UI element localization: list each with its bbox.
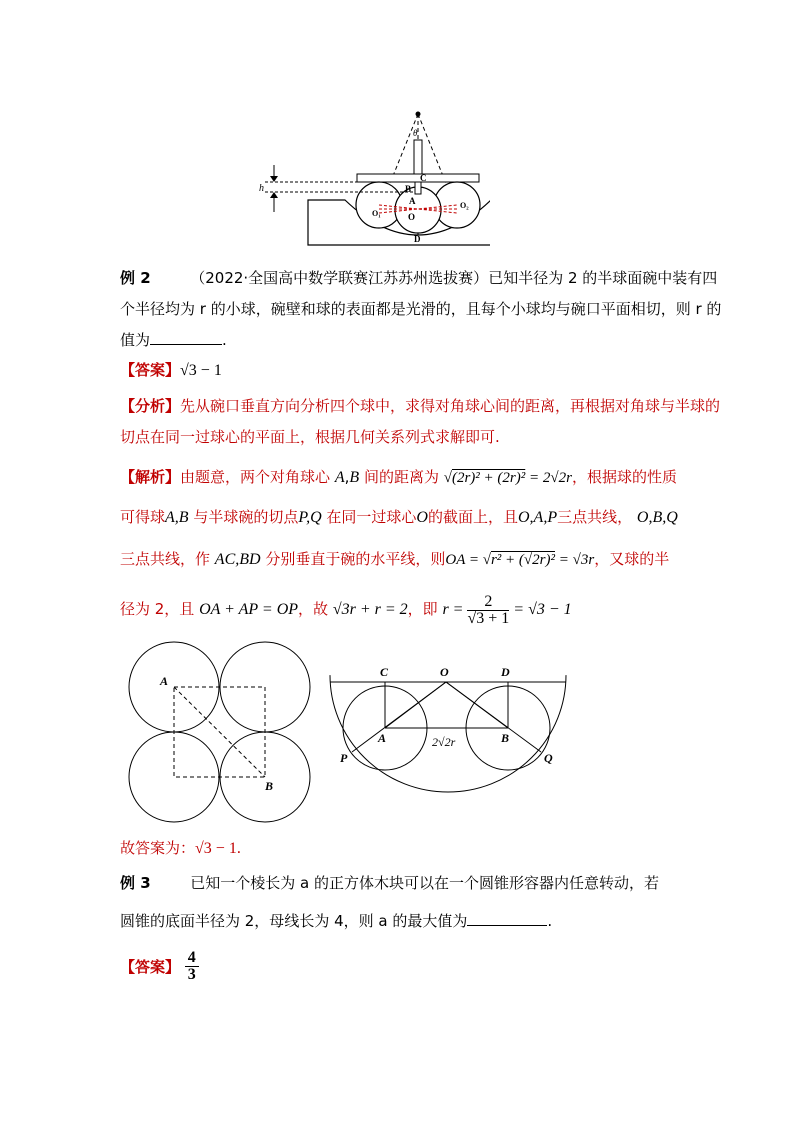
example3-line1: 例 3 已知一个棱长为 a 的正方体木块可以在一个圆锥形容器内任意转动，若 bbox=[120, 874, 659, 892]
answer2-value: √3 − 1 bbox=[180, 362, 222, 379]
label-O1: O₁ bbox=[372, 209, 381, 218]
example3-label: 例 3 bbox=[120, 874, 151, 892]
label-A: A bbox=[409, 196, 416, 206]
label-theta: θ bbox=[413, 128, 418, 138]
dashed-diagonal bbox=[174, 687, 265, 777]
solution2-line4: 径为 2，且 OA + AP = OP，故 √3r + r = 2，即 r = $\frac{2}{√3 + 1}$ = √3 − 1 bbox=[120, 592, 572, 627]
solution2-line1: 【解析】由题意，两个对角球心 A,B 间的距离为 √(2r)² + (2r)² = 2√2r，根据球的性质 bbox=[120, 468, 677, 486]
conclusion2-line: 故答案为：√3 − 1. bbox=[120, 839, 241, 857]
example2-line3: 值为 . bbox=[120, 331, 227, 349]
h-arrowhead-bottom bbox=[270, 192, 278, 198]
label-h: h bbox=[259, 183, 264, 194]
fig3-label-O: O bbox=[440, 665, 449, 679]
fig3-label-B: B bbox=[501, 731, 510, 745]
label-D: D bbox=[414, 234, 421, 244]
answer-blank[interactable] bbox=[150, 330, 222, 345]
fig2-label-B: B bbox=[265, 779, 274, 793]
answer2-tag: 【答案】 bbox=[120, 361, 181, 379]
label-O2: O₂ bbox=[460, 201, 469, 210]
label-O: O bbox=[408, 212, 416, 222]
plate bbox=[357, 174, 479, 182]
example2-label: 例 2 bbox=[120, 269, 151, 287]
figure-four-circles bbox=[124, 640, 320, 826]
formula-OA: OA = √r² + (√2r)² = √3r bbox=[445, 552, 595, 568]
answer3 bbox=[120, 950, 199, 983]
vertical-rod bbox=[414, 140, 422, 174]
fig3-label-Q: Q bbox=[544, 751, 553, 765]
figure-bowl-diagram bbox=[250, 108, 490, 250]
answer3-blank[interactable] bbox=[467, 911, 547, 926]
fig3-label-C: C bbox=[380, 665, 389, 679]
example2-line1 bbox=[120, 268, 717, 288]
fig3-label-A: A bbox=[378, 731, 387, 745]
analysis2-line1: 【分析】先从碗口垂直方向分析四个球中，求得对角球心间的距离，再根据对角球与半球的 bbox=[120, 397, 721, 415]
fig3-label-distance: 2√2r bbox=[432, 735, 456, 749]
line-OQ bbox=[446, 682, 541, 752]
answer3-fraction: $\frac{4}{3}$ bbox=[185, 950, 199, 983]
label-C: C bbox=[420, 173, 427, 183]
example2-line1-rest: 已知半径为 2 的半球面碗中装有四 bbox=[488, 269, 718, 287]
fig3-label-P: P bbox=[340, 751, 348, 765]
center-slot bbox=[415, 182, 421, 194]
fig3-label-D: D bbox=[501, 665, 510, 679]
solution2-line2: 可得球A,B 与半球碗的切点P,Q 在同一过球心O的截面上，且O,A,P三点共线， O,B,Q bbox=[120, 508, 678, 526]
formula-r: r = $\frac{2}{√3 + 1}$ = √3 − 1 bbox=[442, 592, 572, 627]
example2-line2: 个半径均为 r 的小球，碗壁和球的表面都是光滑的，且每个小球均与碗口平面相切，则 r 的 bbox=[120, 300, 722, 318]
h-arrowhead-top bbox=[270, 176, 278, 182]
example3-line2: 圆锥的底面半径为 2，母线长为 4，则 a 的最大值为 . bbox=[120, 912, 553, 930]
label-B: B bbox=[405, 184, 412, 194]
formula-distance: √(2r)² + (2r)² = 2√2r bbox=[443, 470, 572, 486]
figure-hemisphere-section bbox=[328, 660, 572, 804]
example2-source: （2022·全国高中数学联赛江苏苏州选拔赛） bbox=[190, 269, 489, 287]
answer3-tag: 【答案】 bbox=[120, 958, 181, 976]
answer2-line bbox=[120, 360, 222, 381]
fig2-label-A: A bbox=[160, 674, 169, 688]
solution2-line3: 三点共线，作 AC,BD 分别垂直于碗的水平线，则OA = √r² + (√2r)² = √3r，又球的半 bbox=[120, 550, 670, 568]
analysis2-line2: 切点在同一过球心的平面上，根据几何关系列式求解即可. bbox=[120, 428, 500, 446]
